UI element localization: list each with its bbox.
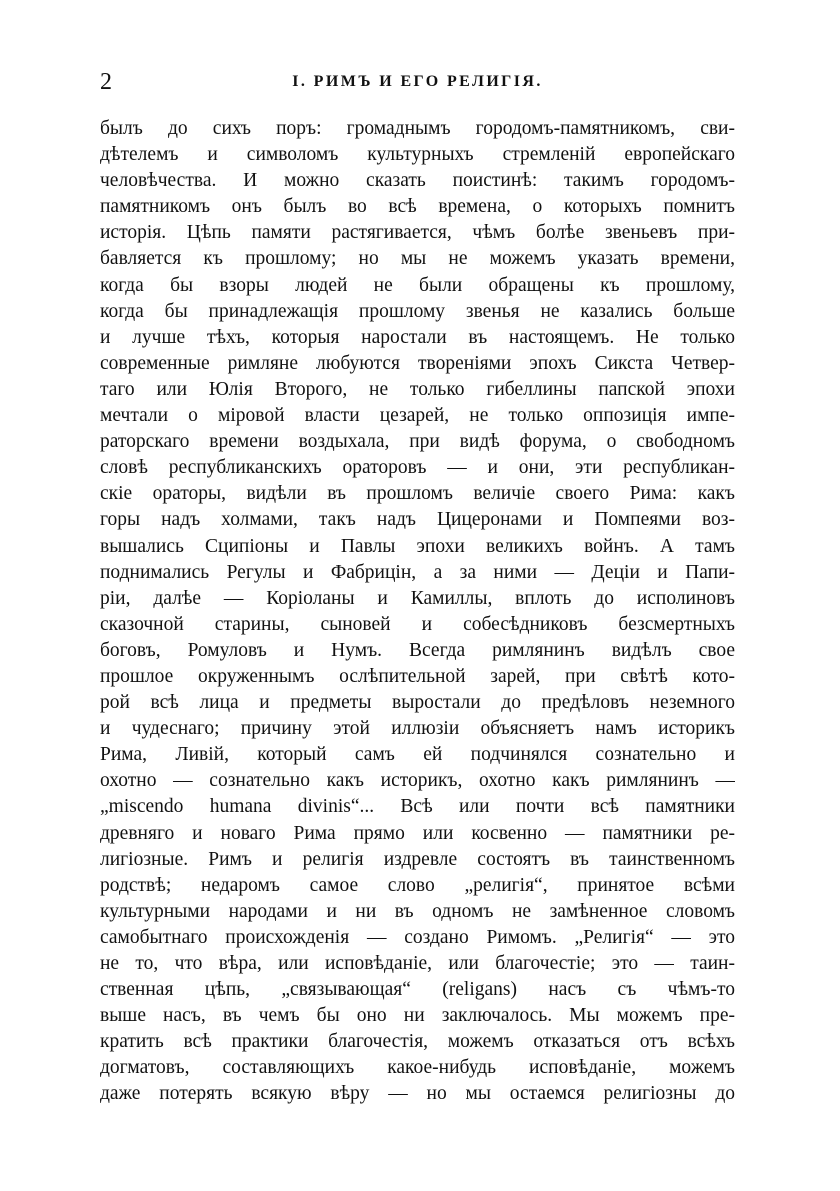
text-line: лигіозные. Римъ и религія издревле состоятъ въ таинственномъ <box>100 848 735 870</box>
running-head: I. РИМЪ И ЕГО РЕЛИГІЯ. <box>292 73 543 90</box>
text-line: вышались Сципіоны и Павлы эпохи великихъ войнъ. А тамъ <box>100 535 735 557</box>
text-line: когда бы взоры людей не были обращены къ прошлому, <box>100 274 735 296</box>
text-line: таго или Юлія Второго, не только гибеллины папской эпохи <box>100 378 735 400</box>
text-line: мечтали о міровой власти цезарей, не только оппозиція импе- <box>100 405 735 427</box>
text-line: родствѣ; недаромъ самое слово „религія“, принятое всѣми <box>100 874 735 896</box>
text-line: и чудеснаго; причину этой иллюзіи объясняетъ намъ историкъ <box>100 718 735 740</box>
text-line: скіе ораторы, видѣли въ прошломъ величіе своего Рима: какъ <box>100 483 735 505</box>
text-line: исторія. Цѣпь памяти растягивается, чѣмъ болѣе звеньевъ при- <box>100 222 735 244</box>
text-line: Рима, Ливій, который самъ ей подчинялся сознательно и <box>100 744 735 766</box>
text-line: горы надъ холмами, такъ надъ Цицеронами и Помпеями воз- <box>100 509 735 531</box>
text-line: памятникомъ онъ былъ во всѣ времена, о которыхъ помнитъ <box>100 196 735 218</box>
text-line: „miscendo humana divinis“... Всѣ или почти всѣ памятники <box>100 796 735 818</box>
text-line: и лучше тѣхъ, которыя наростали въ настоящемъ. Не только <box>100 326 735 348</box>
body-text <box>100 116 735 1108</box>
text-line: былъ до сихъ поръ: громаднымъ городомъ-памятникомъ, сви- <box>100 118 735 139</box>
text-line: охотно — сознательно какъ историкъ, охотно какъ римлянинъ — <box>100 770 735 792</box>
text-line: не то, что вѣра, или исповѣданіе, или благочестіе; это — таин- <box>100 953 735 974</box>
text-line: самобытнаго происхожденія — создано Римомъ. „Религія“ — это <box>100 926 735 948</box>
text-line: кратить всѣ практики благочестія, можемъ отказаться отъ всѣхъ <box>100 1031 735 1053</box>
text-line: даже потерять всякую вѣру — но мы остаемся религіозны до <box>100 1083 735 1105</box>
text-line: ріи, далѣе — Коріоланы и Камиллы, вплоть до исполиновъ <box>100 587 735 609</box>
page-header <box>100 66 735 98</box>
text-line: догматовъ, составляющихъ какое-нибудь исповѣданіе, можемъ <box>100 1057 735 1079</box>
text-line: человѣчества. И можно сказать поистинѣ: такимъ городомъ- <box>100 170 735 192</box>
text-line: когда бы принадлежащія прошлому звенья не казались больше <box>100 300 735 322</box>
text-line: поднимались Регулы и Фабрицін, а за ними — Деціи и Папи- <box>100 561 735 583</box>
text-line: ственная цѣпь, „связывающая“ (religans) насъ съ чѣмъ-то <box>100 979 735 1001</box>
text-line: боговъ, Ромуловъ и Нумъ. Всегда римлянинъ видѣлъ свое <box>100 639 735 661</box>
text-line: словѣ республиканскихъ ораторовъ — и они, эти республикан- <box>100 457 735 479</box>
text-line: бавляется къ прошлому; но мы не можемъ указать времени, <box>100 248 735 270</box>
text-line: рой всѣ лица и предметы выростали до предѣловъ неземного <box>100 692 735 714</box>
text-line: раторскаго времени воздыхала, при видѣ форума, о свободномъ <box>100 431 735 453</box>
text-line: дѣтелемъ и символомъ культурныхъ стремленій европейскаго <box>100 144 735 166</box>
text-line: прошлое окруженнымъ ослѣпительной зарей, при свѣтѣ кото- <box>100 665 735 687</box>
text-line: культурными народами и ни въ одномъ не замѣненное словомъ <box>100 900 735 922</box>
text-line: древняго и новаго Рима прямо или косвенно — памятники ре- <box>100 822 735 844</box>
text-line: современные римляне любуются твореніями эпохъ Сикста Четвер- <box>100 352 735 374</box>
text-line: сказочной старины, сыновей и собесѣдниковъ безсмертныхъ <box>100 613 735 635</box>
text-line: выше насъ, въ чемъ бы оно ни заключалось. Мы можемъ пре- <box>100 1005 735 1027</box>
page-number: 2 <box>100 69 112 95</box>
